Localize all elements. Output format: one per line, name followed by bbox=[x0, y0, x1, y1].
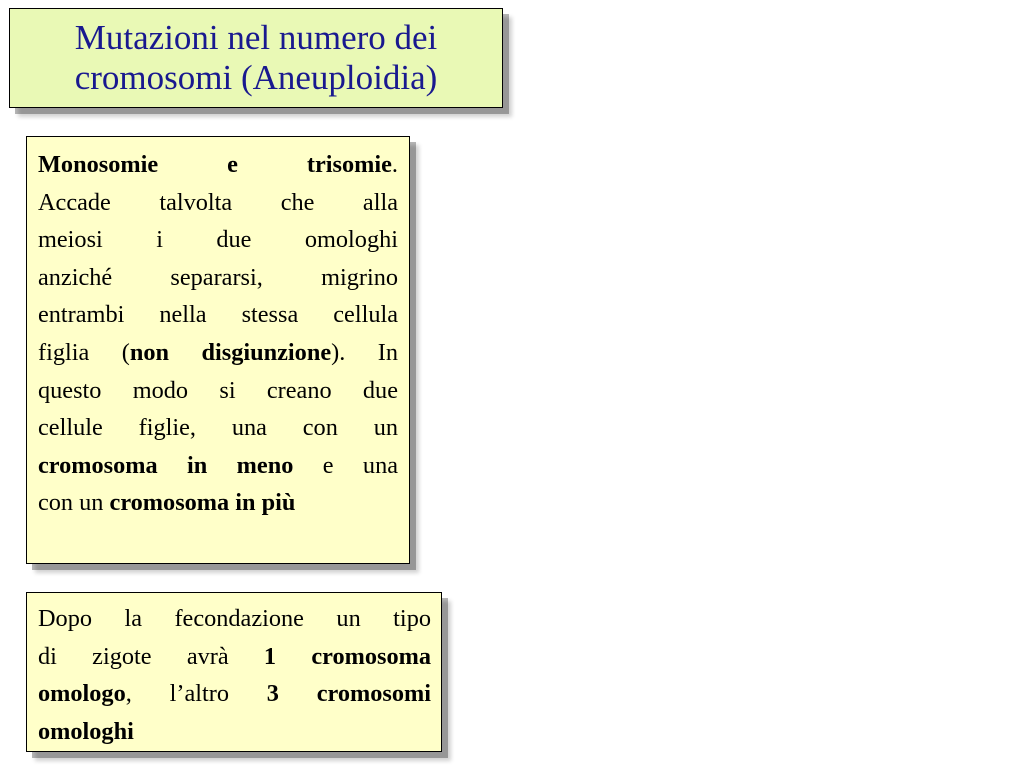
title-box bbox=[9, 8, 503, 108]
bold-term: Monosomie e trisomie bbox=[38, 151, 392, 178]
monosomie-trisomie-text-box bbox=[26, 136, 410, 564]
text-fragment: entrambi nella stessa cellula bbox=[38, 301, 398, 329]
slide-title-line-1: Mutazioni nel numero dei bbox=[74, 18, 438, 57]
text-fragment: Accade talvolta che alla bbox=[38, 188, 398, 216]
text-line bbox=[38, 259, 398, 297]
text-fragment: con un bbox=[38, 489, 110, 517]
text-fragment: di zigote avrà bbox=[38, 642, 264, 670]
bold-term: omologo bbox=[38, 680, 126, 708]
text-fragment: anziché separarsi, migrino bbox=[38, 263, 398, 291]
text-fragment: . bbox=[391, 151, 398, 178]
text-line bbox=[38, 713, 431, 751]
text-line bbox=[38, 334, 398, 372]
text-line bbox=[38, 409, 398, 447]
text-line bbox=[38, 296, 398, 334]
text-line bbox=[38, 184, 398, 222]
bold-term: cromosoma in meno bbox=[38, 451, 294, 479]
bold-term: cromosoma in più bbox=[109, 489, 296, 517]
text-fragment: meiosi i due omologhi bbox=[38, 226, 398, 254]
slide-title-line-2: cromosomi (Aneuploidia) bbox=[74, 58, 438, 97]
text-line bbox=[38, 221, 398, 259]
text-line bbox=[38, 484, 398, 522]
text-fragment: , l’altro bbox=[125, 680, 267, 708]
text-line bbox=[38, 146, 398, 184]
bold-term: omologhi bbox=[38, 717, 134, 745]
bold-term: 1 cromosoma bbox=[263, 642, 431, 670]
text-fragment: e una bbox=[293, 451, 398, 479]
text-line bbox=[38, 600, 431, 638]
text-fragment: figlia ( bbox=[38, 338, 130, 366]
text-fragment: Dopo la fecondazione un tipo bbox=[38, 605, 431, 632]
bold-term: 3 cromosomi bbox=[266, 680, 432, 708]
text-fragment: cellule figlie, una con un bbox=[38, 414, 398, 442]
bold-term: non disgiunzione bbox=[129, 338, 332, 366]
fecondazione-text-box bbox=[26, 592, 442, 752]
text-line bbox=[38, 675, 431, 713]
text-line bbox=[38, 372, 398, 410]
text-line bbox=[38, 638, 431, 676]
text-fragment: ). In bbox=[331, 338, 398, 366]
text-fragment: questo modo si creano due bbox=[38, 376, 398, 404]
text-line bbox=[38, 447, 398, 485]
